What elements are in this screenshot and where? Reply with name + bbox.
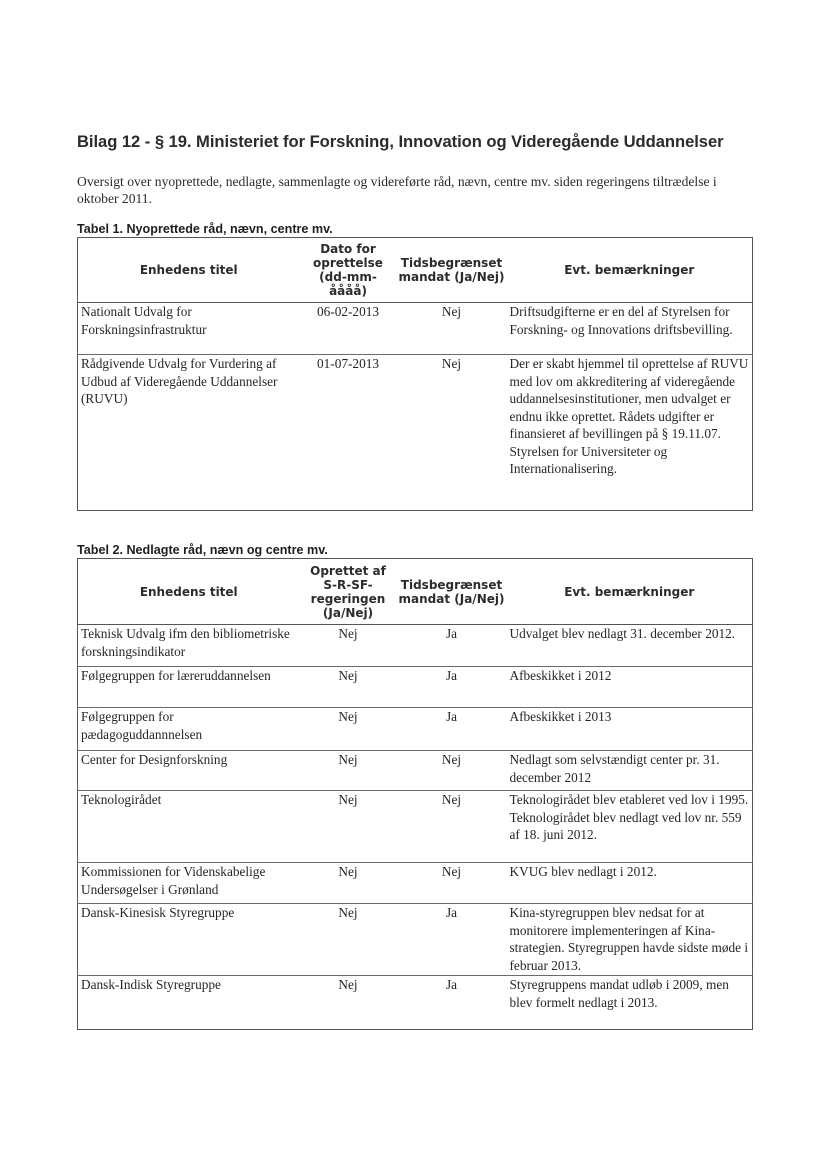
table2-caption: Tabel 2. Nedlagte råd, nævn og centre mv.: [77, 543, 328, 557]
cell-title: Rådgivende Udvalg for Vurdering af Udbud af Videregående Uddannelser (RUVU): [81, 356, 278, 406]
column-header-title: Enhedens titel: [78, 559, 300, 625]
table-closed-units: [77, 558, 753, 1030]
cell-title: Center for Designforskning: [78, 751, 300, 791]
cell-mandate: Nej: [397, 751, 507, 791]
cell-title: Teknologirådet: [78, 791, 300, 863]
cell-title: Dansk-Indisk Styregruppe: [81, 977, 221, 992]
cell-title: Dansk-Kinesisk Styregruppe: [78, 904, 300, 976]
column-header-mandate: Tidsbegrænset mandat (Ja/Nej): [397, 238, 507, 303]
table-row: [78, 976, 753, 1030]
cell-created-by: Nej: [300, 625, 397, 667]
cell-remarks: Nedlagt som selvstændigt center pr. 31. december 2012: [507, 751, 753, 791]
cell-mandate: Ja: [397, 667, 507, 708]
table-row: [78, 904, 753, 976]
cell-remarks: KVUG blev nedlagt i 2012.: [507, 863, 753, 904]
column-header-title: Enhedens titel: [78, 238, 300, 303]
table-row: [78, 303, 753, 355]
cell-title: Kommissionen for Videnskabelige Undersøgelser i Grønland: [78, 863, 300, 904]
page-title: Bilag 12 - § 19. Ministeriet for Forskning, Innovation og Videregående Uddannelser: [77, 132, 724, 151]
cell-remarks: [507, 791, 753, 863]
column-header-remarks: Evt. bemærkninger: [507, 238, 753, 303]
remarks-line-1: Teknologirådet blev etableret ved lov i 1995.: [509, 792, 749, 807]
cell-title: Nationalt Udvalg for Forskningsinfrastruktur: [78, 303, 300, 355]
cell-mandate: Ja: [397, 904, 507, 976]
cell-created-by: Nej: [300, 708, 397, 751]
table-row: [78, 791, 753, 863]
cell-created-by: Nej: [300, 751, 397, 791]
cell-remarks: Der er skabt hjemmel til oprettelse af RUVU med lov om akkreditering af videregående uddannelsesinstitutioner, men udvalget er endnu ikke oprettet. Rådets udgifter er finansieret af bevillingen på § 19.11.07. Styrelsen for Universiteter og Internationalisering.: [509, 356, 749, 476]
cell-created-by: Nej: [338, 977, 358, 992]
cell-remarks: Afbeskikket i 2012: [507, 667, 753, 708]
cell-remarks: Driftsudgifterne er en del af Styrelsen for Forskning- og Innovations driftsbevilling.: [507, 303, 753, 355]
cell-title: Følgegruppen for læreruddannelsen: [78, 667, 300, 708]
table-row: [78, 708, 753, 751]
table-row: [78, 625, 753, 667]
cell-mandate: Nej: [397, 863, 507, 904]
cell-title: Følgegruppen for pædagoguddannnelsen: [78, 708, 300, 751]
table-header-row: [78, 238, 753, 303]
cell-mandate: Nej: [397, 791, 507, 863]
table-header-row: [78, 559, 753, 625]
cell-date: 01-07-2013: [316, 356, 380, 371]
cell-created-by: Nej: [300, 791, 397, 863]
cell-created-by: Nej: [300, 863, 397, 904]
table1-caption: Tabel 1. Nyoprettede råd, nævn, centre mv.: [77, 222, 333, 236]
column-header-remarks: Evt. bemærkninger: [507, 559, 753, 625]
column-header-date: Dato for oprettelse (dd-mm-åååå): [300, 238, 397, 303]
table-row: [78, 751, 753, 791]
cell-created-by: Nej: [300, 904, 397, 976]
table-new-units: [77, 237, 753, 511]
cell-remarks: Udvalget blev nedlagt 31. december 2012.: [507, 625, 753, 667]
cell-remarks: Kina-styregruppen blev nedsat for at monitorere implementeringen af Kina-strategien. Styregruppen havde sidste møde i februar 2013.: [507, 904, 753, 976]
table-row: [78, 667, 753, 708]
cell-mandate: Nej: [397, 303, 507, 355]
table-row: [78, 355, 753, 511]
cell-created-by: Nej: [300, 667, 397, 708]
cell-remarks: Styregruppens mandat udløb i 2009, men blev formelt nedlagt i 2013.: [509, 977, 729, 1010]
cell-mandate: Ja: [445, 977, 458, 992]
cell-remarks: Afbeskikket i 2013: [507, 708, 753, 751]
cell-mandate: Ja: [397, 625, 507, 667]
column-header-created-by: Oprettet af S-R-SF-regeringen (Ja/Nej): [300, 559, 397, 625]
table-row: [78, 863, 753, 904]
column-header-mandate: Tidsbegrænset mandat (Ja/Nej): [397, 559, 507, 625]
cell-title: Teknisk Udvalg ifm den bibliometriske forskningsindikator: [78, 625, 300, 667]
cell-date: 06-02-2013: [300, 303, 397, 355]
cell-mandate: Nej: [441, 356, 462, 371]
intro-paragraph: Oversigt over nyoprettede, nedlagte, sammenlagte og videreførte råd, nævn, centre mv. siden regeringens tiltrædelse i oktober 2011.: [77, 174, 717, 206]
remarks-line-2: Teknologirådet blev nedlagt ved lov nr. 559 af 18. juni 2012.: [509, 809, 742, 842]
cell-mandate: Ja: [397, 708, 507, 751]
